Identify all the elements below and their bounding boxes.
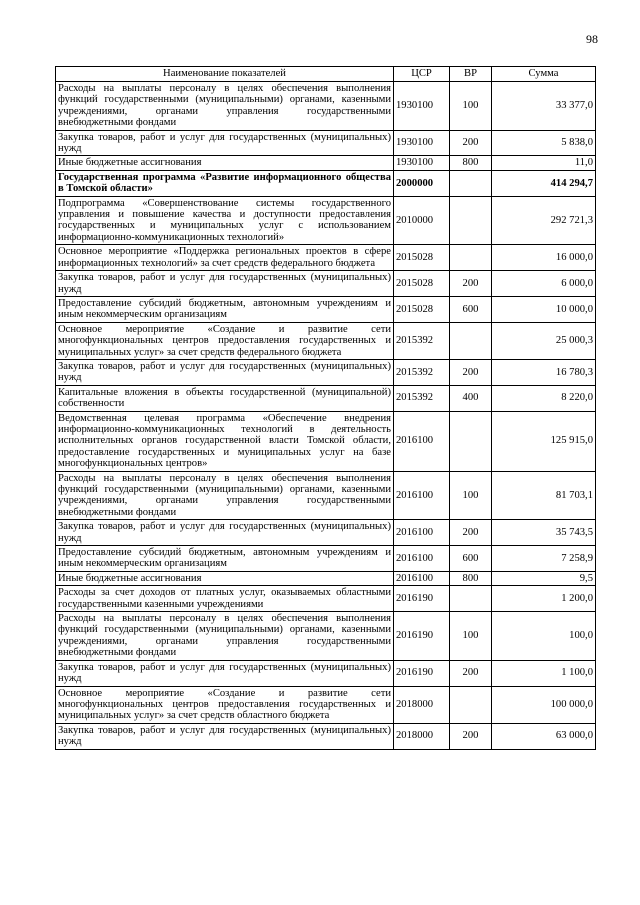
header-name: Наименование показателей: [56, 67, 394, 82]
cell-name: Основное мероприятие «Создание и развитие сети многофункциональных центров предоставления государственных и муниципальных услуг» за счет средств областного бюджета: [56, 686, 394, 723]
cell-csr: 2016100: [394, 571, 450, 585]
cell-name: Предоставление субсидий бюджетным, автономным учреждениям и иным некоммерческим организациям: [56, 546, 394, 572]
cell-name: Расходы на выплаты персоналу в целях обеспечения выполнения функций государственными (муниципальными) органами, казенными учреждениями, органами управления государственными внебюджетными фондами: [56, 612, 394, 661]
cell-csr: 2000000: [394, 170, 450, 196]
table-row: [56, 471, 596, 520]
page-number: 98: [586, 32, 598, 46]
cell-csr: 2015028: [394, 296, 450, 322]
cell-name: Подпрограмма «Совершенствование системы государственного управления и повышение качества и доступности предоставления государственных и муниципальных услуг с использованием информационно-коммуникационных технологий»: [56, 196, 394, 245]
cell-csr: 2015392: [394, 322, 450, 359]
cell-sum: 1 100,0: [492, 660, 596, 686]
cell-name: Закупка товаров, работ и услуг для государственных (муниципальных) нужд: [56, 359, 394, 385]
cell-name: Расходы за счет доходов от платных услуг, оказываемых областными государственными казенными учреждениями: [56, 586, 394, 612]
cell-sum: 25 000,3: [492, 322, 596, 359]
table-row: [56, 686, 596, 723]
cell-sum: 8 220,0: [492, 385, 596, 411]
cell-vr: 100: [450, 471, 492, 520]
cell-vr: 100: [450, 612, 492, 661]
cell-sum: 7 258,9: [492, 546, 596, 572]
cell-vr: 200: [450, 130, 492, 156]
cell-sum: 35 743,5: [492, 520, 596, 546]
cell-csr: 1930100: [394, 82, 450, 131]
cell-vr: 800: [450, 156, 492, 170]
cell-csr: 2016190: [394, 660, 450, 686]
cell-csr: 2016100: [394, 471, 450, 520]
cell-sum: 11,0: [492, 156, 596, 170]
cell-sum: 414 294,7: [492, 170, 596, 196]
cell-csr: 1930100: [394, 130, 450, 156]
cell-sum: 6 000,0: [492, 271, 596, 297]
table-row: [56, 170, 596, 196]
table-row: [56, 571, 596, 585]
table-row: [56, 322, 596, 359]
table-row: [56, 245, 596, 271]
table-row: [56, 612, 596, 661]
cell-name: Иные бюджетные ассигнования: [56, 571, 394, 585]
cell-vr: [450, 245, 492, 271]
cell-name: Закупка товаров, работ и услуг для государственных (муниципальных) нужд: [56, 271, 394, 297]
cell-vr: [450, 196, 492, 245]
cell-name: Закупка товаров, работ и услуг для государственных (муниципальных) нужд: [56, 130, 394, 156]
cell-vr: [450, 686, 492, 723]
cell-csr: 2016190: [394, 586, 450, 612]
table-row: [56, 385, 596, 411]
cell-sum: 81 703,1: [492, 471, 596, 520]
cell-name: Государственная программа «Развитие информационного общества в Томской области»: [56, 170, 394, 196]
cell-vr: 800: [450, 571, 492, 585]
cell-sum: 100 000,0: [492, 686, 596, 723]
cell-sum: 5 838,0: [492, 130, 596, 156]
table-body: [56, 82, 596, 750]
cell-csr: 2015392: [394, 385, 450, 411]
cell-csr: 2018000: [394, 723, 450, 749]
cell-sum: 9,5: [492, 571, 596, 585]
cell-csr: 2016100: [394, 520, 450, 546]
cell-name: Капитальные вложения в объекты государственной (муниципальной) собственности: [56, 385, 394, 411]
table-row: [56, 156, 596, 170]
cell-name: Закупка товаров, работ и услуг для государственных (муниципальных) нужд: [56, 723, 394, 749]
cell-vr: 200: [450, 359, 492, 385]
cell-name: Закупка товаров, работ и услуг для государственных (муниципальных) нужд: [56, 520, 394, 546]
cell-csr: 2016100: [394, 411, 450, 471]
table-header-row: [56, 67, 596, 82]
cell-vr: [450, 411, 492, 471]
cell-csr: 1930100: [394, 156, 450, 170]
table-row: [56, 82, 596, 131]
cell-csr: 2016100: [394, 546, 450, 572]
header-sum: Сумма: [492, 67, 596, 82]
cell-csr: 2010000: [394, 196, 450, 245]
table-row: [56, 520, 596, 546]
cell-vr: 600: [450, 296, 492, 322]
cell-name: Предоставление субсидий бюджетным, автономным учреждениям и иным некоммерческим организациям: [56, 296, 394, 322]
cell-name: Иные бюджетные ассигнования: [56, 156, 394, 170]
cell-vr: [450, 586, 492, 612]
cell-csr: 2015028: [394, 245, 450, 271]
table-row: [56, 660, 596, 686]
cell-vr: 200: [450, 271, 492, 297]
table-row: [56, 359, 596, 385]
cell-sum: 292 721,3: [492, 196, 596, 245]
cell-name: Расходы на выплаты персоналу в целях обеспечения выполнения функций государственными (муниципальными) органами, казенными учреждениями, органами управления государственными внебюджетными фондами: [56, 471, 394, 520]
cell-sum: 125 915,0: [492, 411, 596, 471]
cell-name: Основное мероприятие «Создание и развитие сети многофункциональных центров предоставления государственных и муниципальных услуг» за счет средств федерального бюджета: [56, 322, 394, 359]
cell-sum: 10 000,0: [492, 296, 596, 322]
table-row: [56, 296, 596, 322]
cell-vr: 200: [450, 520, 492, 546]
cell-sum: 33 377,0: [492, 82, 596, 131]
cell-vr: 600: [450, 546, 492, 572]
cell-sum: 16 000,0: [492, 245, 596, 271]
cell-csr: 2015392: [394, 359, 450, 385]
cell-vr: 100: [450, 82, 492, 131]
cell-vr: 200: [450, 723, 492, 749]
cell-sum: 100,0: [492, 612, 596, 661]
table-row: [56, 271, 596, 297]
cell-csr: 2015028: [394, 271, 450, 297]
table-row: [56, 196, 596, 245]
table-row: [56, 411, 596, 471]
header-vr: ВР: [450, 67, 492, 82]
cell-sum: 16 780,3: [492, 359, 596, 385]
cell-vr: 200: [450, 660, 492, 686]
cell-name: Основное мероприятие «Поддержка региональных проектов в сфере информационных технологий» за счет средств федерального бюджета: [56, 245, 394, 271]
budget-table: [55, 66, 596, 750]
table-row: [56, 130, 596, 156]
table-row: [56, 586, 596, 612]
cell-vr: [450, 170, 492, 196]
table-row: [56, 723, 596, 749]
cell-sum: 63 000,0: [492, 723, 596, 749]
header-csr: ЦСР: [394, 67, 450, 82]
cell-sum: 1 200,0: [492, 586, 596, 612]
cell-vr: [450, 322, 492, 359]
cell-csr: 2016190: [394, 612, 450, 661]
cell-csr: 2018000: [394, 686, 450, 723]
table-row: [56, 546, 596, 572]
cell-name: Закупка товаров, работ и услуг для государственных (муниципальных) нужд: [56, 660, 394, 686]
cell-name: Ведомственная целевая программа «Обеспечение внедрения информационно-коммуникационных технологий в деятельность исполнительных органов государственной власти Томской области, предоставление государственных и муниципальных услуг на базе многофункциональных центров»: [56, 411, 394, 471]
cell-vr: 400: [450, 385, 492, 411]
cell-name: Расходы на выплаты персоналу в целях обеспечения выполнения функций государственными (муниципальными) органами, казенными учреждениями, органами управления государственными внебюджетными фондами: [56, 82, 394, 131]
